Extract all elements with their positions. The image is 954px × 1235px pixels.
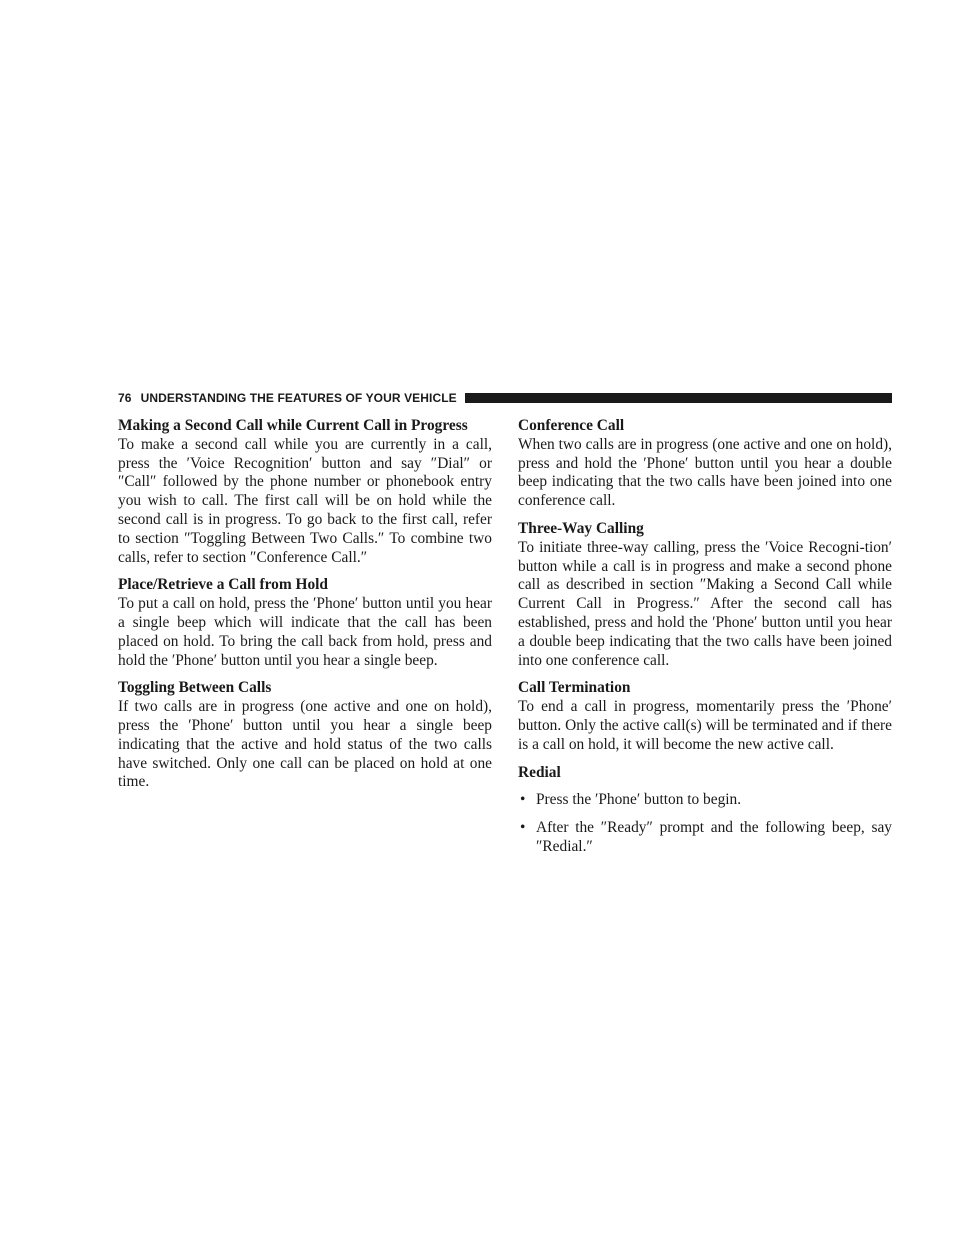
- bullet-icon: •: [520, 791, 526, 809]
- section-toggling: [118, 679, 492, 792]
- left-column: [118, 417, 492, 801]
- list-item: [518, 791, 892, 810]
- section-heading: Toggling Between Calls: [118, 679, 272, 697]
- section-body: To end a call in progress, momentarily press the ′Phone′ button. Only the active call(s) will be terminated and if there is a call on hold, it will become the new active call.: [518, 698, 892, 753]
- page-number: 76: [118, 391, 132, 405]
- section-hold: [118, 576, 492, 670]
- right-column: [518, 417, 892, 866]
- section-body: To make a second call while you are currently in a call, press the ′Voice Recognition′ button and say ″Dial″ or ″Call″ followed by the phone number or phonebook entry you wish to call. The first call will be on hold while the second call is in progress. To go back to the first call, refer to section ″Toggling Between Two Calls.″ To combine two calls, refer to section ″Conference Call.″: [118, 435, 492, 566]
- section-heading: Redial: [518, 763, 561, 781]
- section-body: To initiate three-way calling, press the ′Voice Recogni-tion′ button while a call is in progress and make a second phone call as described in section ″Making a Second Call while Current Call in Progress.″ After the second call has established, press and hold the ′Phone′ button until you hear a double beep indicating that the two calls have been joined into one conference call.: [518, 538, 892, 669]
- section-conference: [518, 417, 892, 511]
- chapter-title: UNDERSTANDING THE FEATURES OF YOUR VEHICLE: [140, 391, 457, 405]
- section-heading: Call Termination: [518, 679, 631, 697]
- section-redial: [518, 764, 892, 857]
- redial-list: [518, 791, 892, 856]
- list-item: [518, 819, 892, 857]
- section-heading: Place/Retrieve a Call from Hold: [118, 576, 328, 594]
- page-header: [118, 390, 892, 406]
- list-item-text: Press the ′Phone′ button to begin.: [536, 791, 742, 809]
- section-heading: Conference Call: [518, 417, 625, 434]
- section-termination: [518, 679, 892, 754]
- section-second-call: [118, 417, 492, 567]
- section-body: To put a call on hold, press the ′Phone′ button until you hear a single beep which will indicate that the call has been placed on hold. To bring the call back from hold, press and hold the ′Phone′ button until you hear a single beep.: [118, 595, 492, 669]
- section-heading: Three-Way Calling: [518, 519, 644, 537]
- section-heading: Making a Second Call while Current Call in Progress: [118, 417, 468, 434]
- bullet-icon: •: [520, 819, 526, 837]
- header-rule: [465, 393, 892, 403]
- section-body: If two calls are in progress (one active and one on hold), press the ′Phone′ button until you hear a single beep indicating that the active and hold status of the two calls have switched. Only one call can be placed on hold at one time.: [118, 698, 492, 791]
- section-three-way: [518, 520, 892, 670]
- section-body: When two calls are in progress (one active and one on hold), press and hold the ′Phone′ button until you hear a double beep indicating that the two calls have been joined into one conference call.: [518, 435, 892, 510]
- list-item-text: After the ″Ready″ prompt and the following beep, say ″Redial.″: [536, 819, 892, 855]
